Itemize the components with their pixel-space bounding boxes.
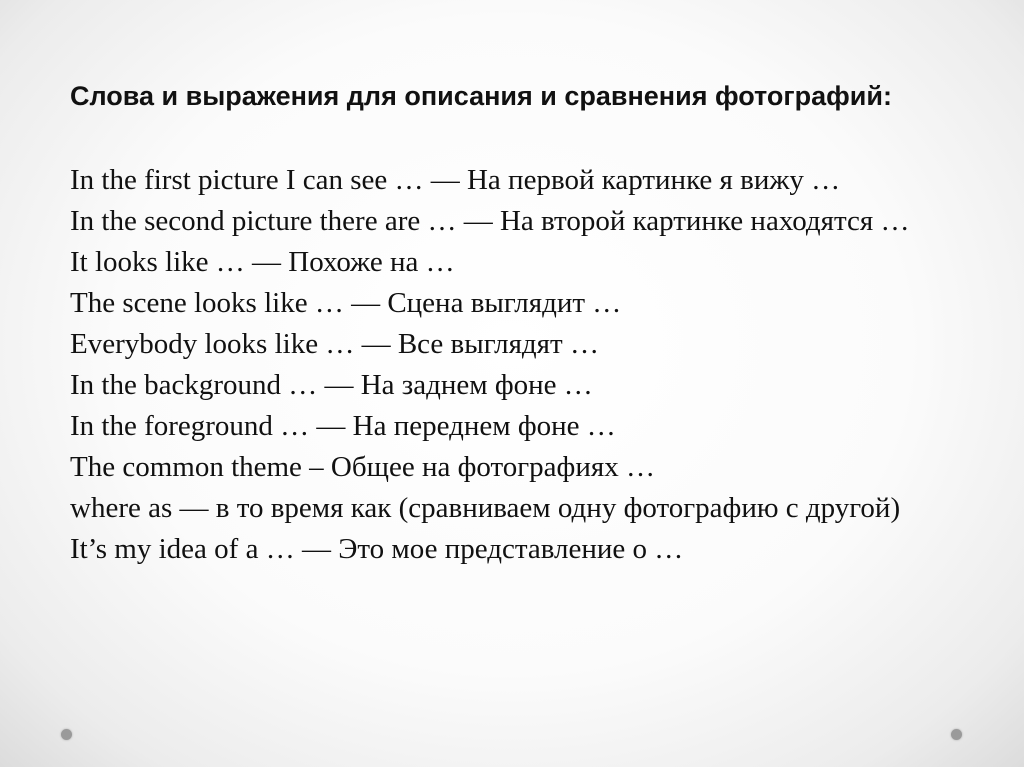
slide-content [70,76,988,570]
phrase-item: It looks like … — Похоже на … [70,246,455,278]
phrase-item: The common theme – Общее на фотографиях … [70,451,655,483]
left-corner-dot-icon [61,729,72,740]
slide-heading: Слова и выражения для описания и сравнения фотографий: [70,81,892,111]
phrase-item: It’s my idea of a … — Это мое представление о … [70,533,684,565]
phrase-item: In the background … — На заднем фоне … [70,369,593,401]
right-corner-dot-icon [951,729,962,740]
phrase-item: where as — в то время как (сравниваем одну фотографию с другой) [70,492,901,524]
phrase-item: In the second picture there are … — На второй картинке находятся … [70,205,910,237]
phrase-item: The scene looks like … — Сцена выглядит … [70,287,622,319]
phrase-list [70,160,988,570]
phrase-item: In the first picture I can see … — На первой картинке я вижу … [70,164,841,196]
phrase-item: In the foreground … — На переднем фоне … [70,410,616,442]
phrase-item: Everybody looks like … — Все выглядят … [70,328,599,360]
